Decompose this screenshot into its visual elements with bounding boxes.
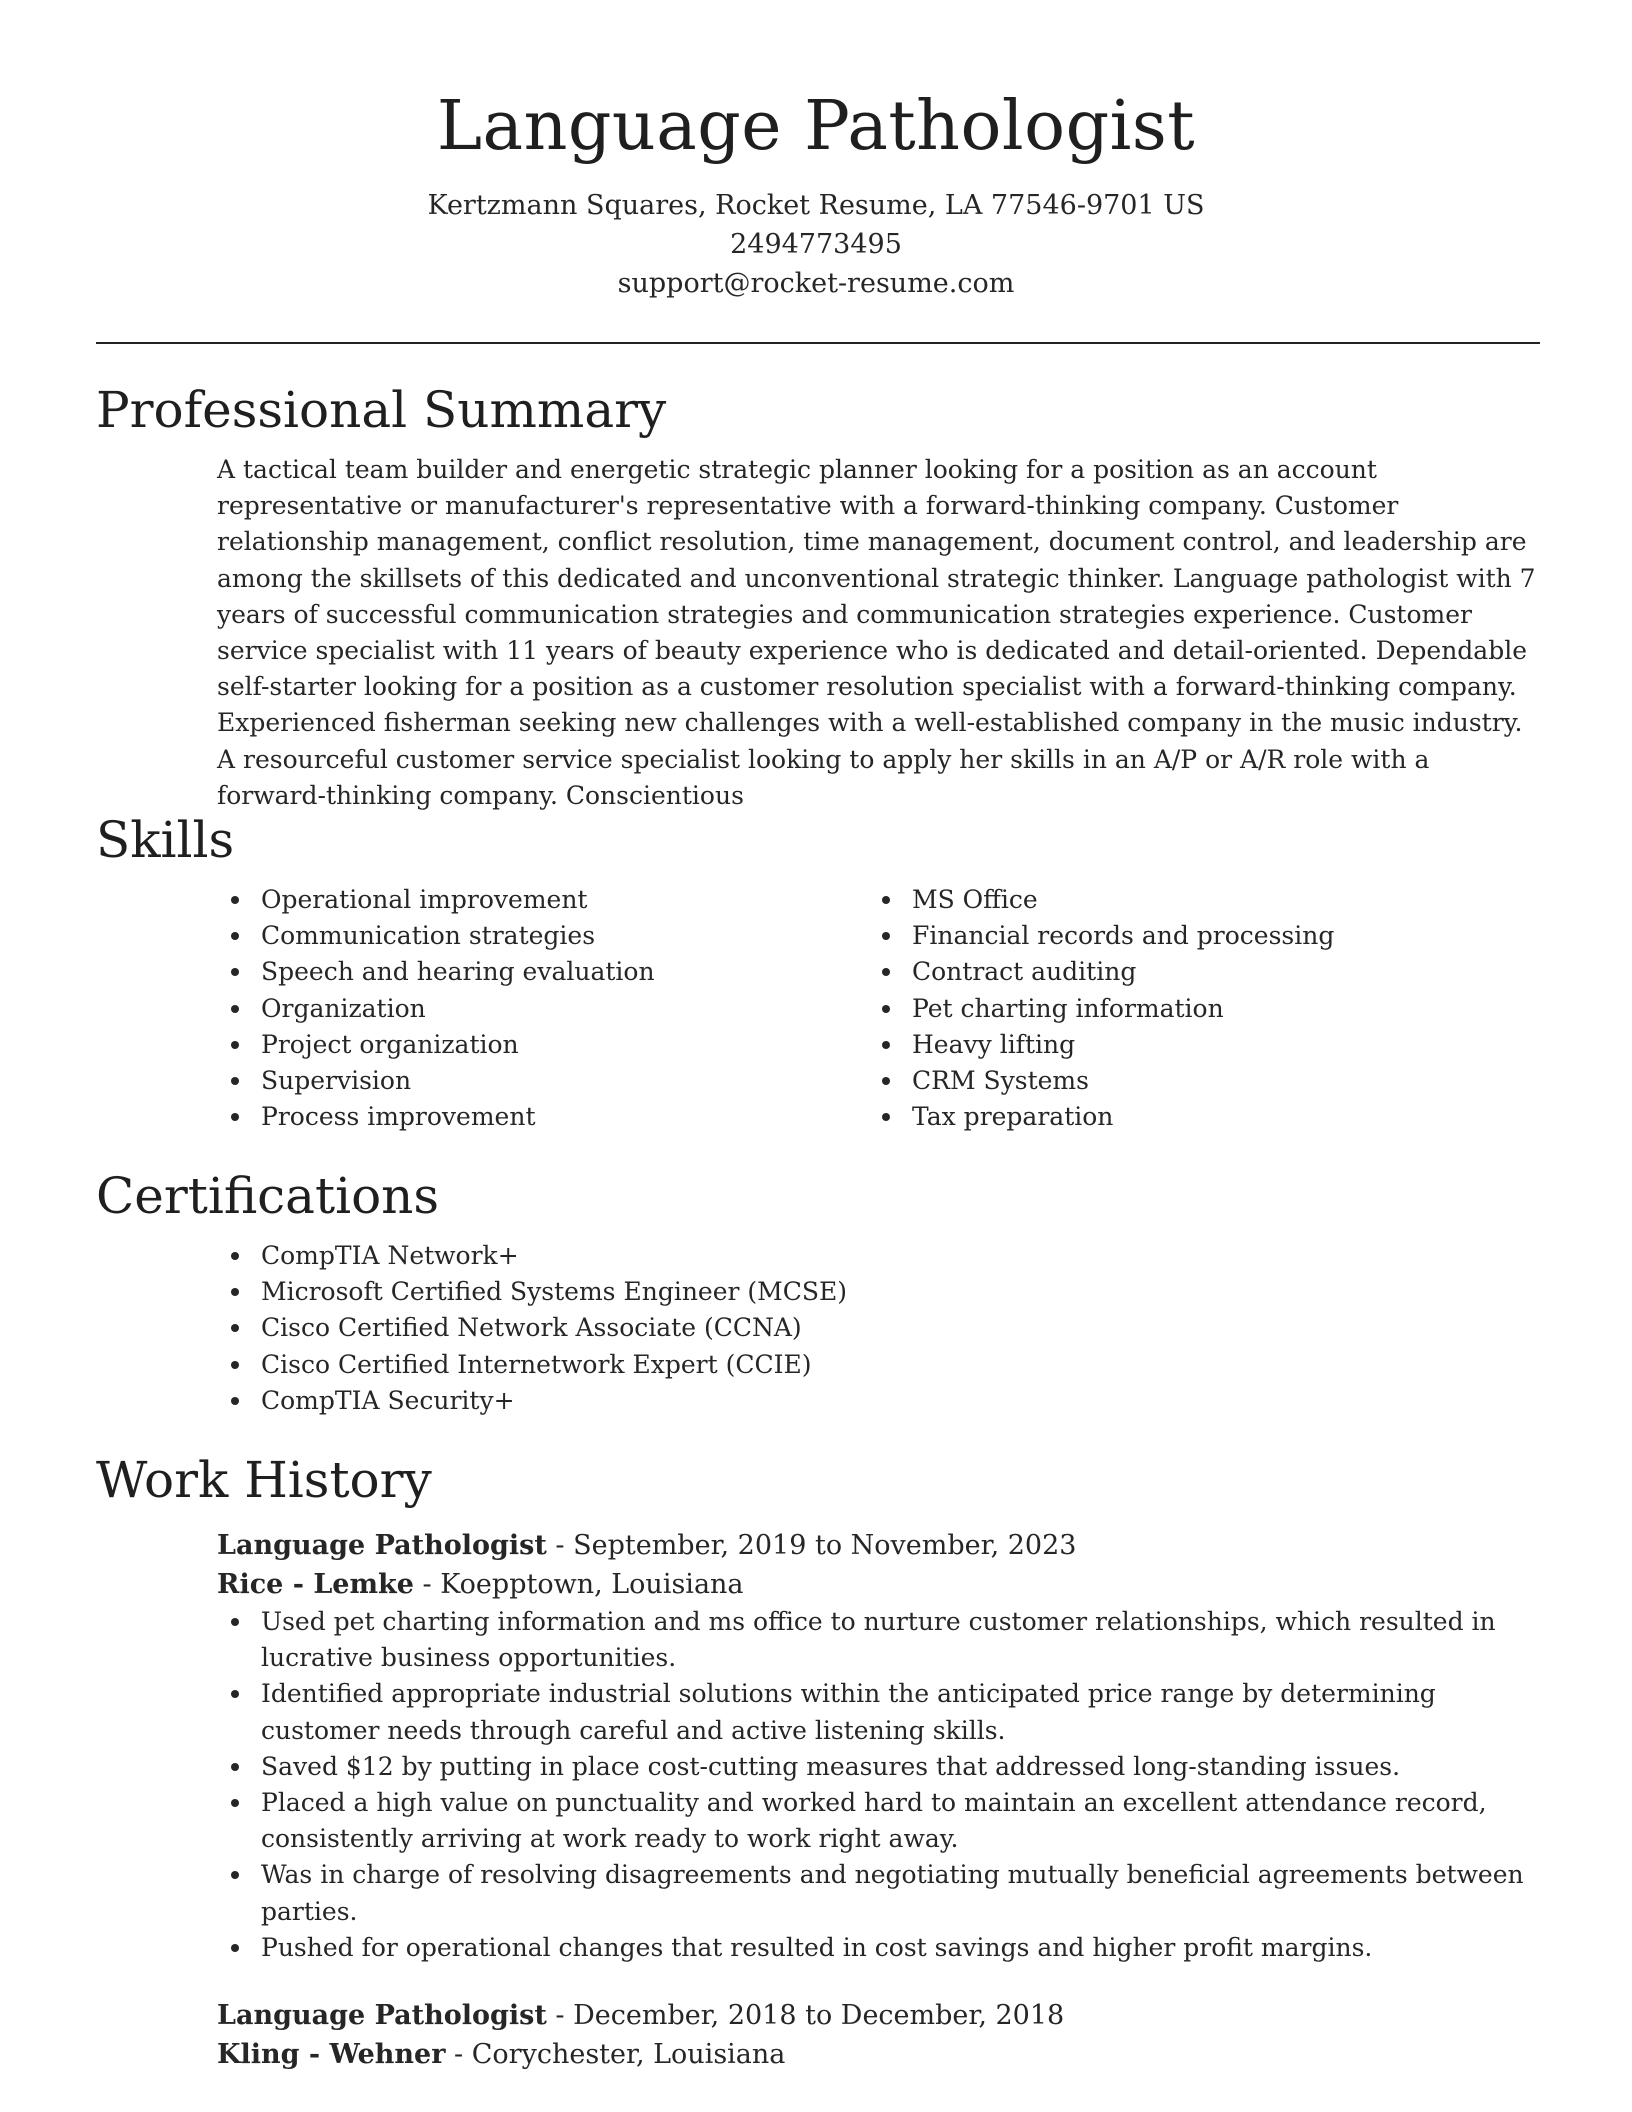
bullet-dot-icon bbox=[231, 1288, 239, 1296]
list-item: Pet charting information bbox=[868, 991, 1519, 1027]
list-item: Process improvement bbox=[217, 1099, 868, 1135]
bullet-dot-icon bbox=[231, 1077, 239, 1085]
bullet-dot-icon bbox=[882, 968, 890, 976]
skills-column-right bbox=[868, 882, 1519, 1135]
job-company: Kling - Wehner bbox=[217, 2039, 446, 2071]
list-item: Identified appropriate industrial solutions within the anticipated price range by determining customer needs through careful and active listening skills. bbox=[217, 1676, 1540, 1748]
summary-text: A tactical team builder and energetic strategic planner looking for a position as an account representative or manufacturer's representative with a forward-thinking company. Customer relationship management, conflict resolution, time management, document control, and leadership are among the skillsets of this dedicated and unconventional strategic thinker. Language pathologist with 7 years of successful communication strategies and communication strategies experience. Customer service specialist with 11 years of beauty experience who is dedicated and detail-oriented. Dependable self-starter looking for a position as a customer resolution specialist with a forward-thinking company. Experienced fisherman seeking new challenges with a well-established company in the music industry. A resourceful customer service specialist looking to apply her skills in an A/P or A/R role with a forward-thinking company. Conscientious bbox=[217, 455, 1536, 810]
bullet-dot-icon bbox=[231, 1005, 239, 1013]
skills-column-left bbox=[217, 882, 868, 1135]
bullet-dot-icon bbox=[882, 896, 890, 904]
job-company-line bbox=[217, 1565, 1540, 1604]
bullet-dot-icon bbox=[231, 1690, 239, 1698]
bullet-dot-icon bbox=[231, 1397, 239, 1405]
list-item: Placed a high value on punctuality and worked hard to maintain an excellent attendance record, consistently arriving at work ready to work right away. bbox=[217, 1785, 1540, 1857]
job-company: Rice - Lemke bbox=[217, 1569, 414, 1600]
job-location: - Koepptown, Louisiana bbox=[413, 1569, 744, 1600]
job-location: - Corychester, Louisiana bbox=[445, 2039, 786, 2071]
certifications-list bbox=[217, 1238, 1540, 1419]
list-item: CompTIA Network+ bbox=[217, 1238, 1540, 1274]
bullet-dot-icon bbox=[231, 1871, 239, 1879]
job-bullets bbox=[217, 1604, 1540, 1966]
bullet-dot-icon bbox=[231, 1361, 239, 1369]
summary-heading: Professional Summary bbox=[96, 381, 667, 439]
list-item: Supervision bbox=[217, 1063, 868, 1099]
bullet-dot-icon bbox=[231, 1113, 239, 1121]
bullet-dot-icon bbox=[882, 1077, 890, 1085]
bullet-dot-icon bbox=[231, 1618, 239, 1626]
summary-section bbox=[96, 378, 1540, 814]
job-company-line bbox=[217, 2035, 1540, 2074]
contact-address: Kertzmann Squares, Rocket Resume, LA 77546-9701 US bbox=[427, 190, 1205, 221]
skills-section bbox=[96, 808, 1540, 1135]
bullet-dot-icon bbox=[231, 1324, 239, 1332]
list-item: CRM Systems bbox=[868, 1063, 1519, 1099]
list-item: Speech and hearing evaluation bbox=[217, 954, 868, 990]
job-dates: - December, 2018 to December, 2018 bbox=[546, 2000, 1065, 2032]
bullet-dot-icon bbox=[231, 968, 239, 976]
list-item: Financial records and processing bbox=[868, 918, 1519, 954]
bullet-dot-icon bbox=[882, 1005, 890, 1013]
list-item: Was in charge of resolving disagreements and negotiating mutually beneficial agreements between parties. bbox=[217, 1857, 1540, 1929]
list-item: Saved $12 by putting in place cost-cutting measures that addressed long-standing issues. bbox=[217, 1749, 1540, 1785]
job-title-line bbox=[217, 1526, 1540, 1565]
list-item: Communication strategies bbox=[217, 918, 868, 954]
list-item: Cisco Certified Internetwork Expert (CCIE) bbox=[217, 1347, 1540, 1383]
work-history-section bbox=[96, 1448, 1540, 2074]
contact-phone: 2494773495 bbox=[730, 229, 902, 260]
list-item: Pushed for operational changes that resulted in cost savings and higher profit margins. bbox=[217, 1930, 1540, 1966]
certifications-section bbox=[96, 1164, 1540, 1419]
list-item: Used pet charting information and ms office to nurture customer relationships, which resulted in lucrative business opportunities. bbox=[217, 1604, 1540, 1676]
bullet-dot-icon bbox=[231, 1252, 239, 1260]
list-item: CompTIA Security+ bbox=[217, 1383, 1540, 1419]
bullet-dot-icon bbox=[231, 932, 239, 940]
list-item: MS Office bbox=[868, 882, 1519, 918]
list-item: Contract auditing bbox=[868, 954, 1519, 990]
header-divider bbox=[96, 342, 1540, 344]
certifications-heading: Certifications bbox=[96, 1167, 440, 1225]
resume-header bbox=[0, 0, 1632, 303]
job-dates: - September, 2019 to November, 2023 bbox=[546, 1530, 1077, 1561]
list-item: Microsoft Certified Systems Engineer (MCSE) bbox=[217, 1274, 1540, 1310]
list-item: Cisco Certified Network Associate (CCNA) bbox=[217, 1310, 1540, 1346]
bullet-dot-icon bbox=[231, 1041, 239, 1049]
job-title: Language Pathologist bbox=[217, 1530, 547, 1561]
contact-block bbox=[0, 186, 1632, 303]
contact-email: support@rocket-resume.com bbox=[617, 268, 1015, 299]
list-item: Operational improvement bbox=[217, 882, 868, 918]
job-title-line bbox=[217, 1996, 1540, 2035]
job-title: Language Pathologist bbox=[217, 2000, 547, 2032]
skills-grid bbox=[217, 882, 1540, 1135]
list-item: Heavy lifting bbox=[868, 1027, 1519, 1063]
job-entry bbox=[217, 1526, 1540, 1966]
list-item: Organization bbox=[217, 991, 868, 1027]
bullet-dot-icon bbox=[882, 1113, 890, 1121]
bullet-dot-icon bbox=[882, 1041, 890, 1049]
bullet-dot-icon bbox=[231, 1799, 239, 1807]
bullet-dot-icon bbox=[231, 896, 239, 904]
job-entry bbox=[217, 1996, 1540, 2074]
work-history-heading: Work History bbox=[96, 1451, 432, 1509]
list-item: Tax preparation bbox=[868, 1099, 1519, 1135]
bullet-dot-icon bbox=[231, 1944, 239, 1952]
skills-heading: Skills bbox=[96, 811, 235, 869]
list-item: Project organization bbox=[217, 1027, 868, 1063]
bullet-dot-icon bbox=[882, 932, 890, 940]
resume-name: Language Pathologist bbox=[436, 87, 1196, 166]
bullet-dot-icon bbox=[231, 1763, 239, 1771]
